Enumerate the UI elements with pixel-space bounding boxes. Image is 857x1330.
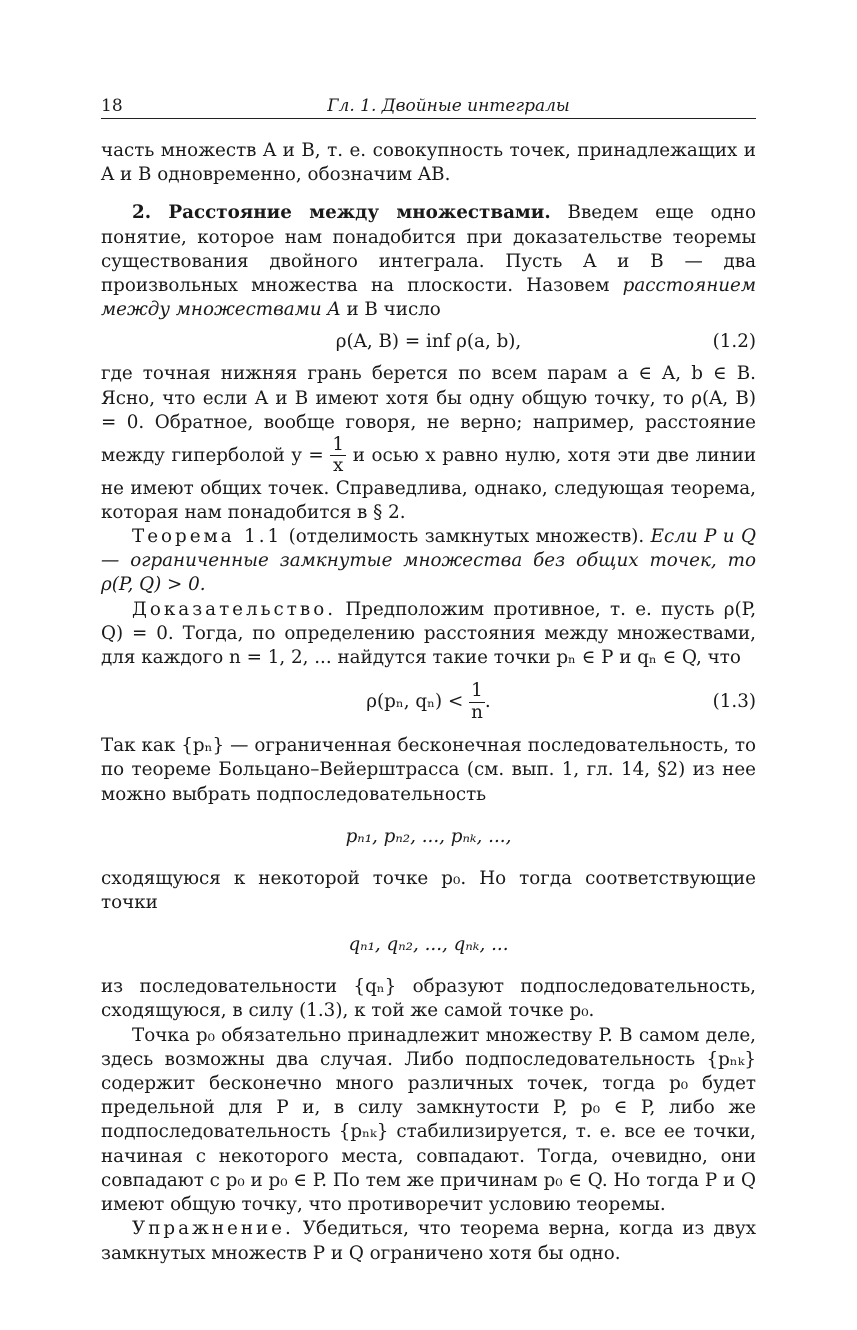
equation-1-2: ρ(A, B) = inf ρ(a, b), (1.2): [101, 322, 756, 362]
equation-number: (1.3): [712, 691, 756, 713]
paragraph-limit-point: Точка p₀ обязательно принадлежит множеству P. В самом деле, здесь возможны два случая. Либо подпоследовательность {pₙₖ} содержит бесконечно много различных точек, тогда p₀ будет предельной для P и, в силу замкнутости P, p₀ ∈ P, либо же подпоследовательность {pₙₖ} стабилизируется, т. е. все ее точки, начиная с некоторого места, совпадают. Тогда, очевидно, они совпадают с p₀ и p₀ ∈ P. По тем же причинам p₀ ∈ Q. Но тогда P и Q имеют общую точку, что противоречит условию теоремы.: [101, 1024, 756, 1216]
fraction: $\frac{1}{n}$: [471, 680, 483, 723]
paragraph-subsequence: из последовательности {qₙ} образуют подпоследовательность, сходящуюся, в силу (1.3), к той же самой точке p₀.: [101, 976, 756, 1022]
proof-label: Доказательство.: [132, 598, 337, 620]
paragraph-converging: сходящуюся к некоторой точке p₀. Но тогда соответствующие точки: [101, 867, 756, 914]
running-title: Гл. 1. Двойные интегралы: [327, 96, 570, 116]
definition-term: расстоянием между множествами A: [101, 275, 756, 321]
paragraph-intro: часть множеств A и B, т. е. совокупность точек, принадлежащих и A и B одновременно, обозначим AB.: [101, 140, 756, 186]
theorem-label: Теорема 1.1: [132, 526, 283, 548]
paragraph-section-2: 2. Расстояние между множествами. Введем еще одно понятие, которое нам понадобится при доказательстве теоремы существования двойного интеграла. Пусть A и B — два произвольных множества на плоскости. Назовем расстоянием между множествами A и B число: [101, 202, 756, 321]
proof: Доказательство. Предположим противное, т. е. пусть ρ(P, Q) = 0. Тогда, по определению расстояния между множествами, для каждого n = 1, 2, ... найдутся такие точки pₙ ∈ P и qₙ ∈ Q, что: [101, 598, 757, 669]
equation-number: (1.2): [712, 331, 756, 353]
sequence-q: qₙ₁, qₙ₂, ..., qₙₖ, ...: [348, 934, 509, 956]
page-number: 18: [101, 96, 123, 116]
fraction: $\frac{1}{x}$: [332, 434, 345, 477]
paragraph-infimum: где точная нижняя грань берется по всем парам a ∈ A, b ∈ B. Ясно, что если A и B имеют хотя бы одну общую точку, то ρ(A, B) = 0. Обратное, вообще говоря, не верно; например, расстояние между гиперболой y = $\frac{1}{x}$ и осью x равно нулю, хотя эти две линии не имеют общих точек. Справедлива, однако, следующая теорема, которая нам понадобится в § 2.: [101, 363, 757, 523]
theorem: Теорема 1.1 (отделимость замкнутых множеств). Если P и Q — ограниченные замкнутые множества без общих точек, то ρ(P, Q) > 0.: [101, 526, 757, 596]
theorem-statement: Если P и Q — ограниченные замкнутые множества без общих точек, то ρ(P, Q) > 0.: [101, 526, 757, 596]
sequence-p: pₙ₁, pₙ₂, ..., pₙₖ, ...,: [345, 825, 512, 847]
paragraph-bolzano: Так как {pₙ} — ограниченная бесконечная последовательность, то по теореме Больцано–Вейерштрасса (см. вып. 1, гл. 14, §2) из нее можно выбрать подпоследовательность: [101, 735, 756, 805]
exercise: Упражнение. Убедиться, что теорема верна, когда из двух замкнутых множеств P и Q ограничено хотя бы одно.: [101, 1218, 757, 1264]
section-title: 2. Расстояние между множествами.: [132, 202, 551, 224]
page-body: [101, 139, 756, 1266]
page: [101, 92, 756, 1266]
running-header: [101, 92, 756, 119]
equation-1-3: ρ(pₙ, qₙ) < $\frac{1}{n}$ . (1.3): [101, 670, 756, 734]
exercise-label: Упражнение.: [132, 1218, 294, 1240]
